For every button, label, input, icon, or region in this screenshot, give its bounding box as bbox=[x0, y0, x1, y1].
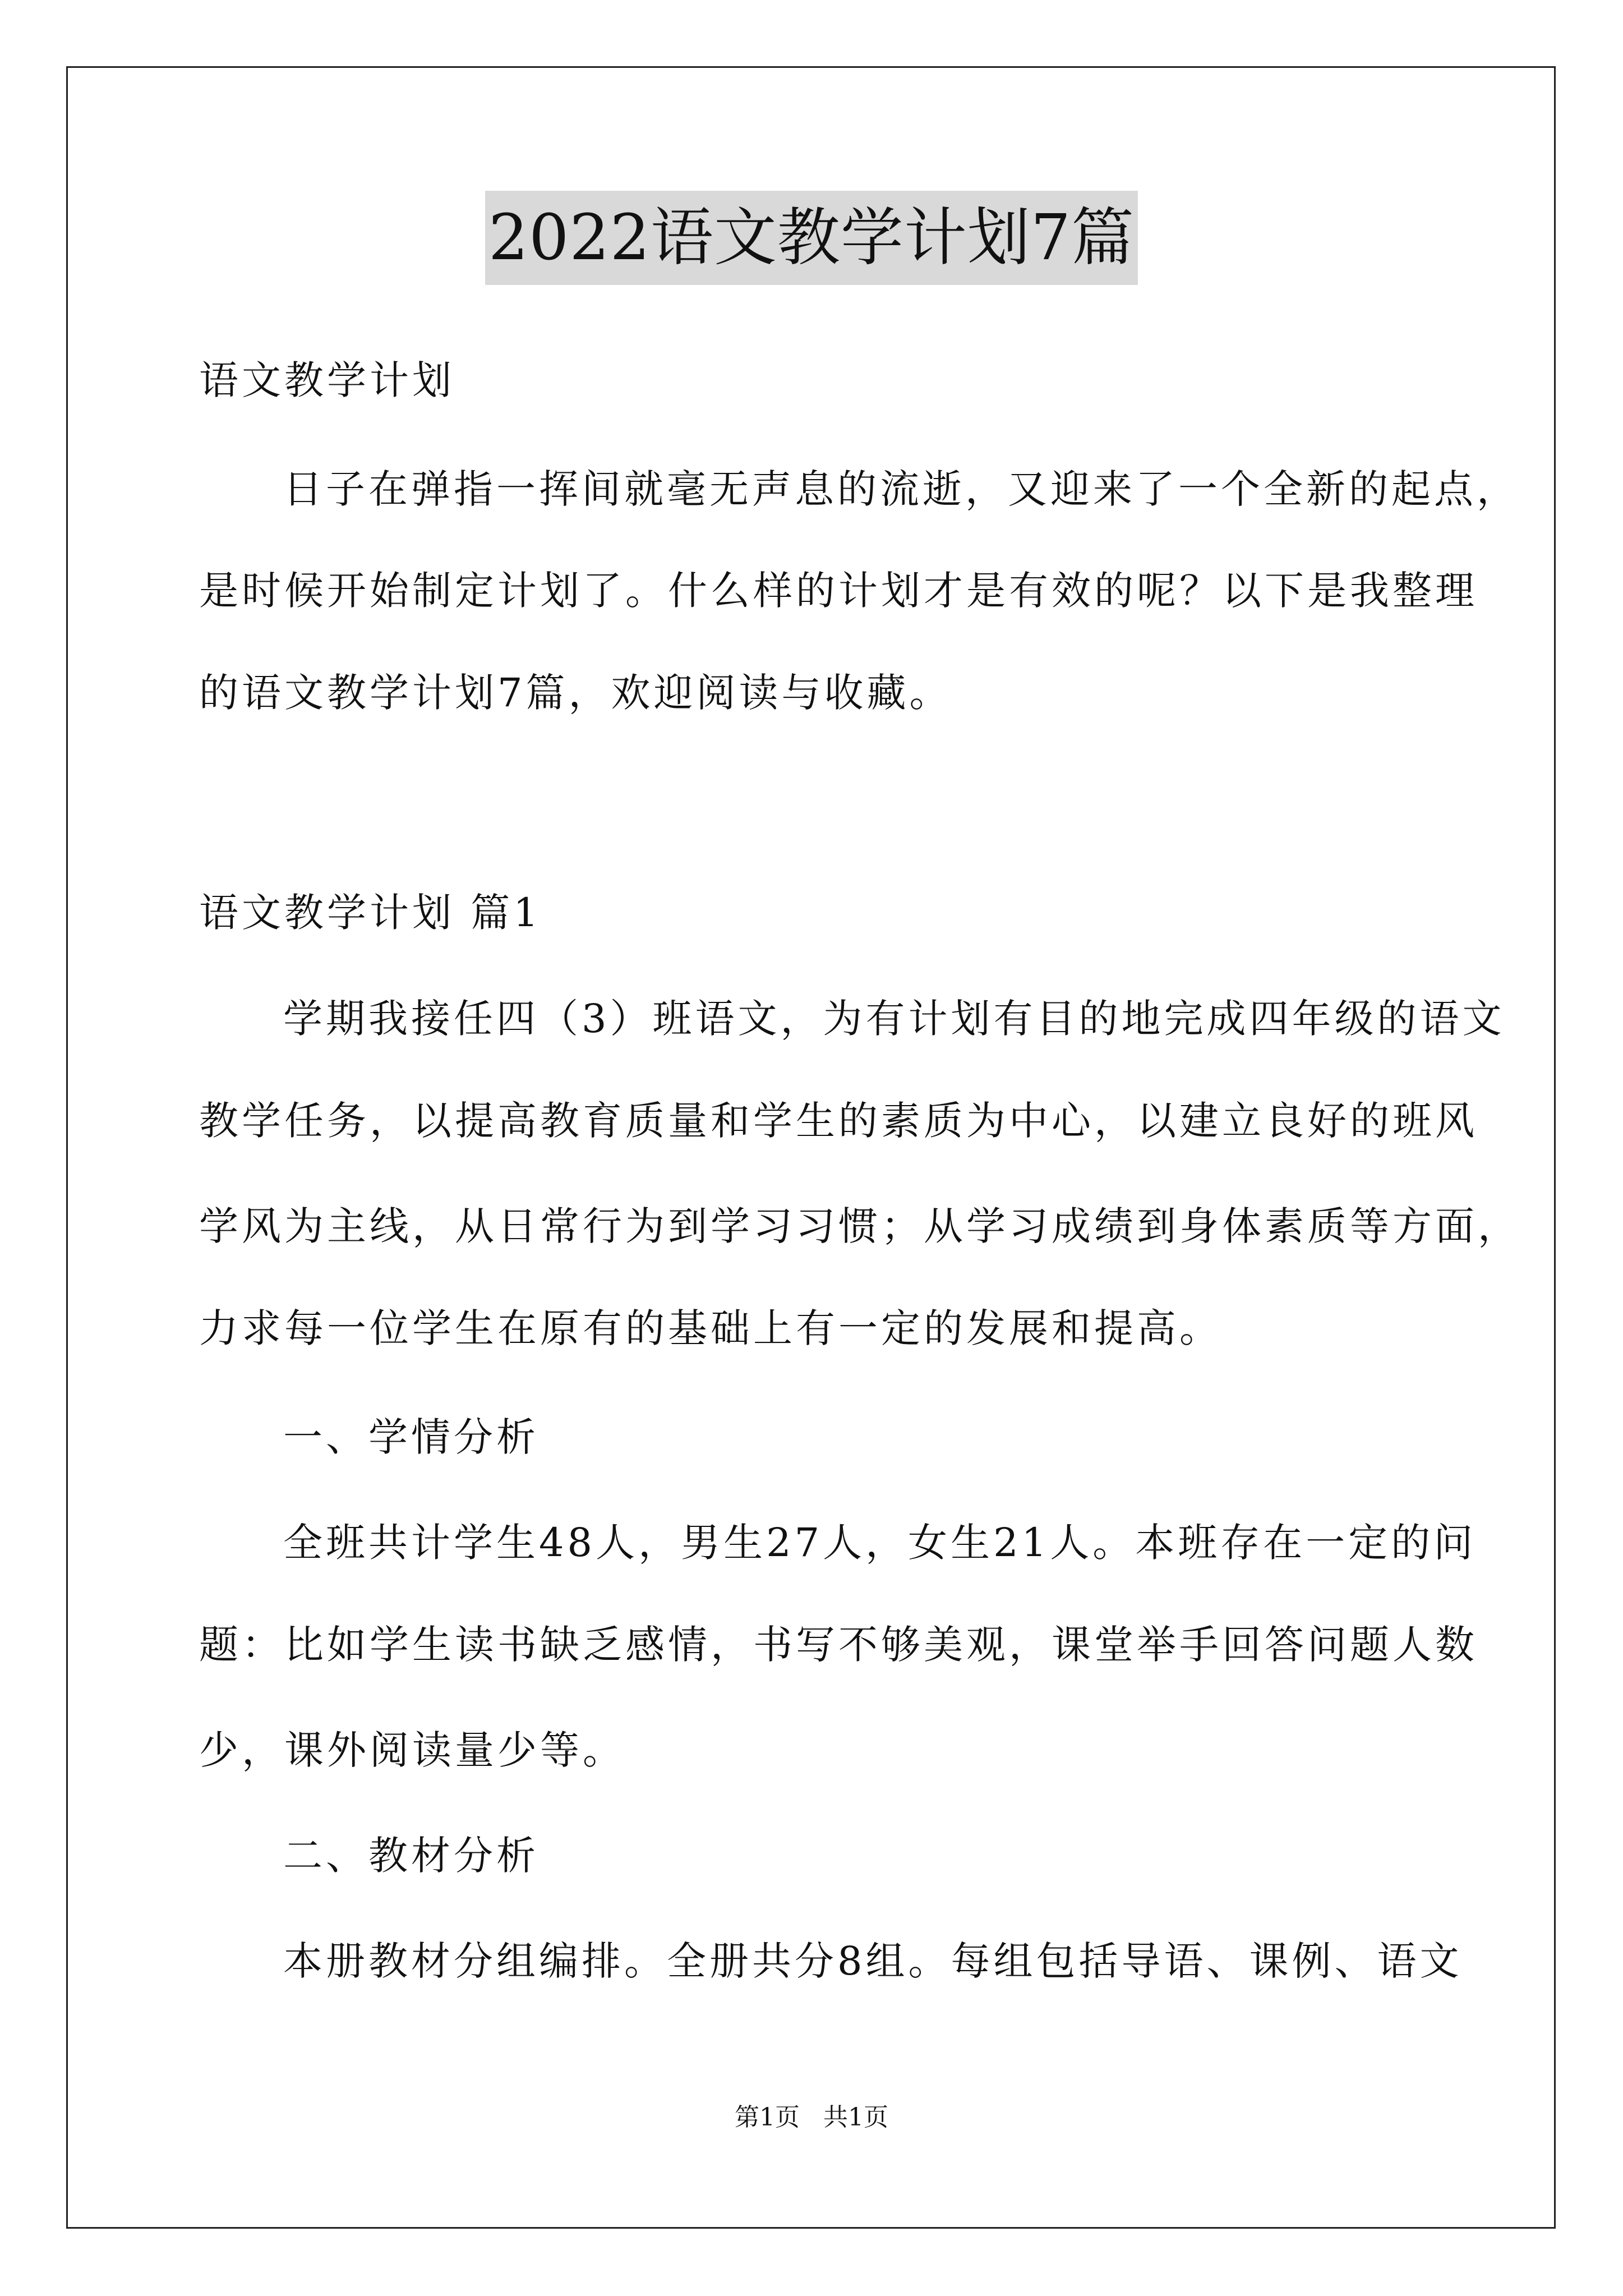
document-title: 2022语文教学计划7篇 bbox=[485, 191, 1138, 285]
intro-line-2: 是时候开始制定计划了。什么样的计划才是有效的呢？以下是我整理 bbox=[199, 568, 1478, 614]
paragraph-line-5: 全班共计学生48人，男生27人，女生21人。本班存在一定的问 bbox=[283, 1520, 1477, 1566]
intro-line-3: 的语文教学计划7篇，欢迎阅读与收藏。 bbox=[199, 670, 952, 716]
section-heading: 语文教学计划 bbox=[199, 357, 455, 403]
page-footer: 第1页 共1页 bbox=[735, 2103, 888, 2132]
paragraph-line-2: 教学任务，以提高教育质量和学生的素质为中心，以建立良好的班风 bbox=[199, 1098, 1478, 1144]
subheading-2: 二、教材分析 bbox=[283, 1833, 539, 1879]
paragraph-line-7: 少，课外阅读量少等。 bbox=[199, 1727, 625, 1773]
intro-line-1: 日子在弹指一挥间就毫无声息的流逝，又迎来了一个全新的起点， bbox=[283, 466, 1519, 512]
paragraph-line-6: 题：比如学生读书缺乏感情，书写不够美观，课堂举手回答问题人数 bbox=[199, 1622, 1478, 1668]
paragraph-line-1: 学期我接任四（3）班语文，为有计划有目的地完成四年级的语文 bbox=[283, 996, 1505, 1042]
title-container bbox=[0, 191, 1623, 285]
paragraph-line-8: 本册教材分组编排。全册共分8组。每组包括导语、课例、语文 bbox=[283, 1938, 1463, 1984]
chapter-heading: 语文教学计划 篇1 bbox=[199, 890, 542, 936]
paragraph-line-3: 学风为主线，从日常行为到学习习惯；从学习成绩到身体素质等方面， bbox=[199, 1203, 1520, 1249]
subheading-1: 一、学情分析 bbox=[283, 1414, 539, 1460]
paragraph-line-4: 力求每一位学生在原有的基础上有一定的发展和提高。 bbox=[199, 1305, 1222, 1351]
